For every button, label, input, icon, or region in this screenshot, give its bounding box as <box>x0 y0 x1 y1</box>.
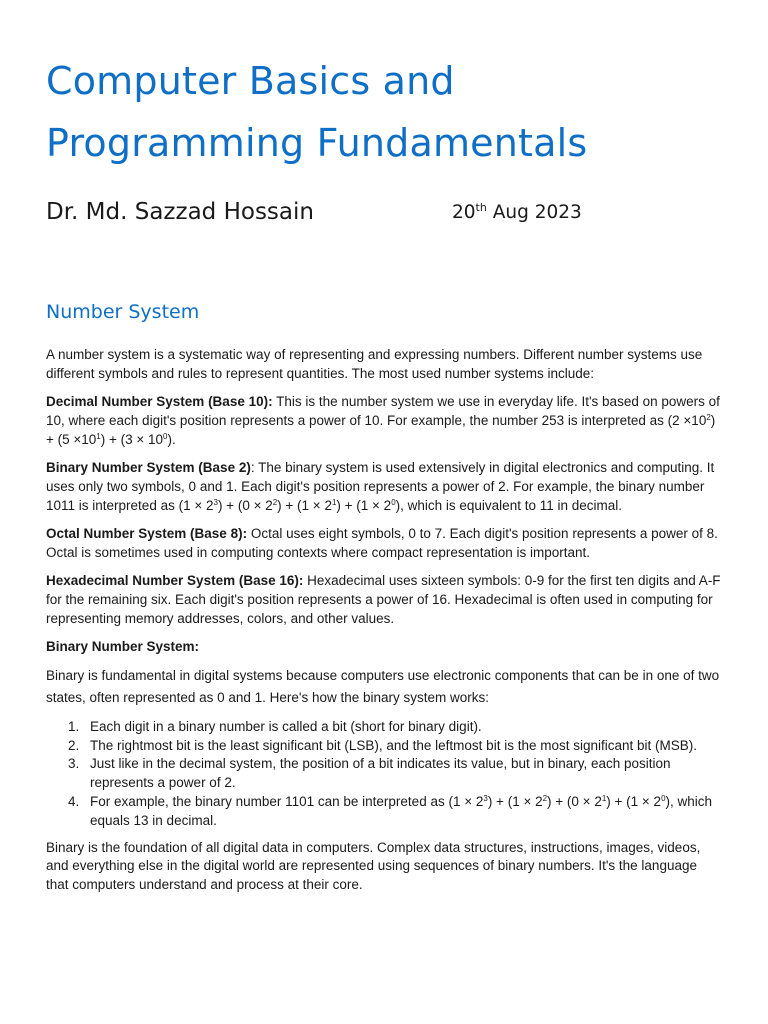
binary-label: Binary Number System (Base 2) <box>46 460 251 476</box>
list-text: ) + (1 × 2 <box>487 793 543 809</box>
exponent: 3 <box>213 497 218 507</box>
section-body <box>46 346 722 904</box>
section-heading: Number System <box>46 301 200 323</box>
exponent: 1 <box>96 431 101 441</box>
list-text: For example, the binary number 1101 can be interpreted as (1 × 2 <box>90 793 484 809</box>
binary-subheading <box>46 638 722 657</box>
binary-subheading-text: Binary Number System: <box>46 639 200 655</box>
binary-paragraph <box>46 459 722 515</box>
exponent: 0 <box>391 497 396 507</box>
binary-text: : The binary system is used extensively in digital electronics and computing. It uses only two symbols, 0 and 1. Each digit's position represents a power of 2. For example, the binary number 1011 is interpreted as (1 × 2 <box>46 460 715 513</box>
decimal-text: ). <box>167 431 176 447</box>
date-rest: Aug 2023 <box>486 202 582 223</box>
title-line-2: Programming Fundamentals <box>46 121 588 165</box>
decimal-label: Decimal Number System (Base 10): <box>46 394 273 410</box>
list-text: ) + (1 × 2 <box>606 793 662 809</box>
document-date <box>452 197 582 229</box>
exponent: 1 <box>331 497 337 507</box>
list-item <box>68 793 722 831</box>
exponent: 0 <box>163 431 168 441</box>
binary-text: ) + (0 × 2 <box>217 497 273 513</box>
list-number: 2. <box>68 737 80 753</box>
document-title <box>46 50 726 174</box>
list-number: 1. <box>68 718 80 734</box>
list-text: ), which equals 13 in decimal. <box>90 793 713 828</box>
list-item-text: Each digit in a binary number is called a bit (short for binary digit). <box>90 718 482 734</box>
hexadecimal-paragraph <box>46 572 722 628</box>
exponent: 0 <box>661 793 666 803</box>
hexadecimal-text: Hexadecimal uses sixteen symbols: 0-9 for the first ten digits and A-F for the remaining six. Each digit's position represents a power of 16. Hexadecimal is often used in computing for representing memory addresses, colors, and other values. <box>46 573 721 626</box>
list-item-text <box>90 794 712 828</box>
octal-paragraph <box>46 525 722 563</box>
date-day: 20 <box>452 202 476 223</box>
author-date-row <box>46 195 726 235</box>
list-number: 4. <box>68 793 80 809</box>
binary-text: ), which is equivalent to 11 in decimal. <box>395 497 623 513</box>
binary-intro-paragraph: Binary is fundamental in digital systems because computers use electronic components that can be in one of two states, often represented as 0 and 1. Here's how the binary system works: <box>46 668 720 705</box>
decimal-text: ) + (5 ×10 <box>46 412 716 447</box>
exponent: 2 <box>542 793 548 803</box>
exponent: 2 <box>272 497 278 507</box>
title-line-1: Computer Basics and <box>46 59 455 103</box>
list-item-text: The rightmost bit is the least significant bit (LSB), and the leftmost bit is the most significant bit (MSB). <box>90 737 697 753</box>
intro-paragraph: A number system is a systematic way of representing and expressing numbers. Different number systems use different symbols and rules to represent quantities. The most used number systems include: <box>46 347 703 381</box>
exponent: 1 <box>601 793 607 803</box>
binary-text: ) + (1 × 2 <box>277 497 332 513</box>
list-text: ) + (0 × 2 <box>547 793 602 809</box>
author-name: Dr. Md. Sazzad Hossain <box>46 199 314 225</box>
list-item <box>68 737 722 756</box>
decimal-paragraph <box>46 393 722 449</box>
exponent: 2 <box>706 412 711 422</box>
binary-rules-list <box>46 718 722 831</box>
octal-text: Octal uses eight symbols, 0 to 7. Each digit's position represents a power of 8. Octal is sometimes used in computing contexts where compact representation is important. <box>46 526 718 560</box>
list-item-text: Just like in the decimal system, the position of a bit indicates its value, but in binary, each position represents a power of 2. <box>90 756 671 791</box>
hexadecimal-label: Hexadecimal Number System (Base 16): <box>46 573 304 589</box>
date-suffix: th <box>475 201 487 214</box>
octal-label: Octal Number System (Base 8): <box>46 526 248 542</box>
closing-paragraph: Binary is the foundation of all digital data in computers. Complex data structures, instructions, images, videos, and everything else in the digital world are represented using sequences of binary numbers. It's the language that computers understand and process at their core. <box>46 839 701 893</box>
decimal-text: ) + (3 × 10 <box>100 431 164 447</box>
decimal-text: This is the number system we use in everyday life. It's based on powers of 10, where each digit's position represents a power of 10. For example, the number 253 is interpreted as (2 ×10 <box>46 394 720 428</box>
exponent: 3 <box>483 793 488 803</box>
binary-text: ) + (1 × 2 <box>336 497 392 513</box>
list-item <box>68 755 722 793</box>
list-number: 3. <box>68 756 80 772</box>
list-item <box>68 718 722 737</box>
